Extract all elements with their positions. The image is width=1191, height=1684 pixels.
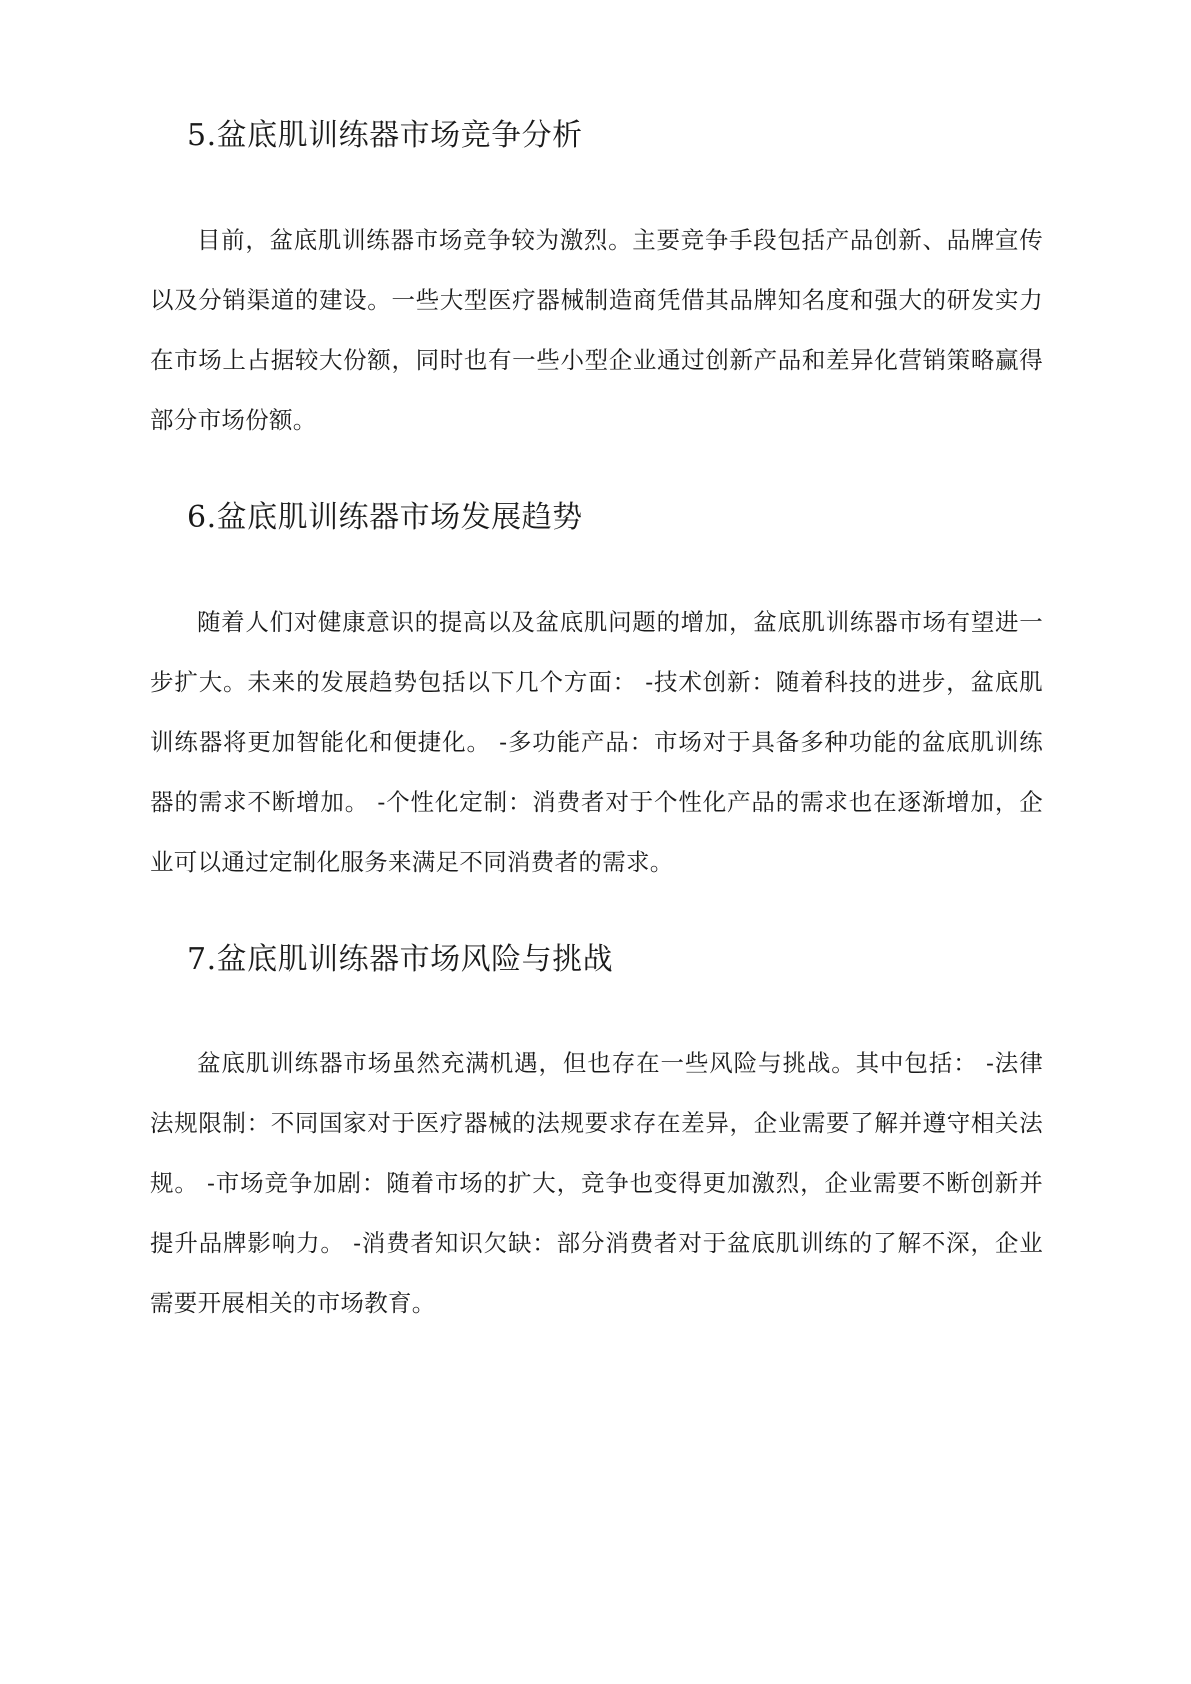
section-paragraph-competition: 目前，盆底肌训练器市场竞争较为激烈。主要竞争手段包括产品创新、品牌宣传以及分销渠道的建设。一些大型医疗器械制造商凭借其品牌知名度和强大的研发实力在市场上占据较大份额，同时也有一些小型企业通过创新产品和差异化营销策略赢得部分市场份额。	[150, 226, 1043, 434]
section-paragraph-risks: 盆底肌训练器市场虽然充满机遇，但也存在一些风险与挑战。其中包括： -法律法规限制：不同国家对于医疗器械的法规要求存在差异，企业需要了解并遵守相关法规。 -市场竞争加剧：随着市场的扩大，竞争也变得更加激烈，企业需要不断创新并提升品牌影响力。 -消费者知识欠缺：部分消费者对于盆底肌训练的了解不深，企业需要开展相关的市场教育。	[150, 1049, 1043, 1317]
section-heading-trends: 6.盆底肌训练器市场发展趋势	[187, 500, 583, 535]
section-heading-risks: 7.盆底肌训练器市场风险与挑战	[187, 942, 614, 977]
section-heading-competition: 5.盆底肌训练器市场竞争分析	[187, 118, 583, 153]
section-paragraph-trends: 随着人们对健康意识的提高以及盆底肌问题的增加，盆底肌训练器市场有望进一步扩大。未来的发展趋势包括以下几个方面： -技术创新：随着科技的进步，盆底肌训练器将更加智能化和便捷化。 -多功能产品：市场对于具备多种功能的盆底肌训练器的需求不断增加。 -个性化定制：消费者对于个性化产品的需求也在逐渐增加，企业可以通过定制化服务来满足不同消费者的需求。	[150, 608, 1043, 876]
